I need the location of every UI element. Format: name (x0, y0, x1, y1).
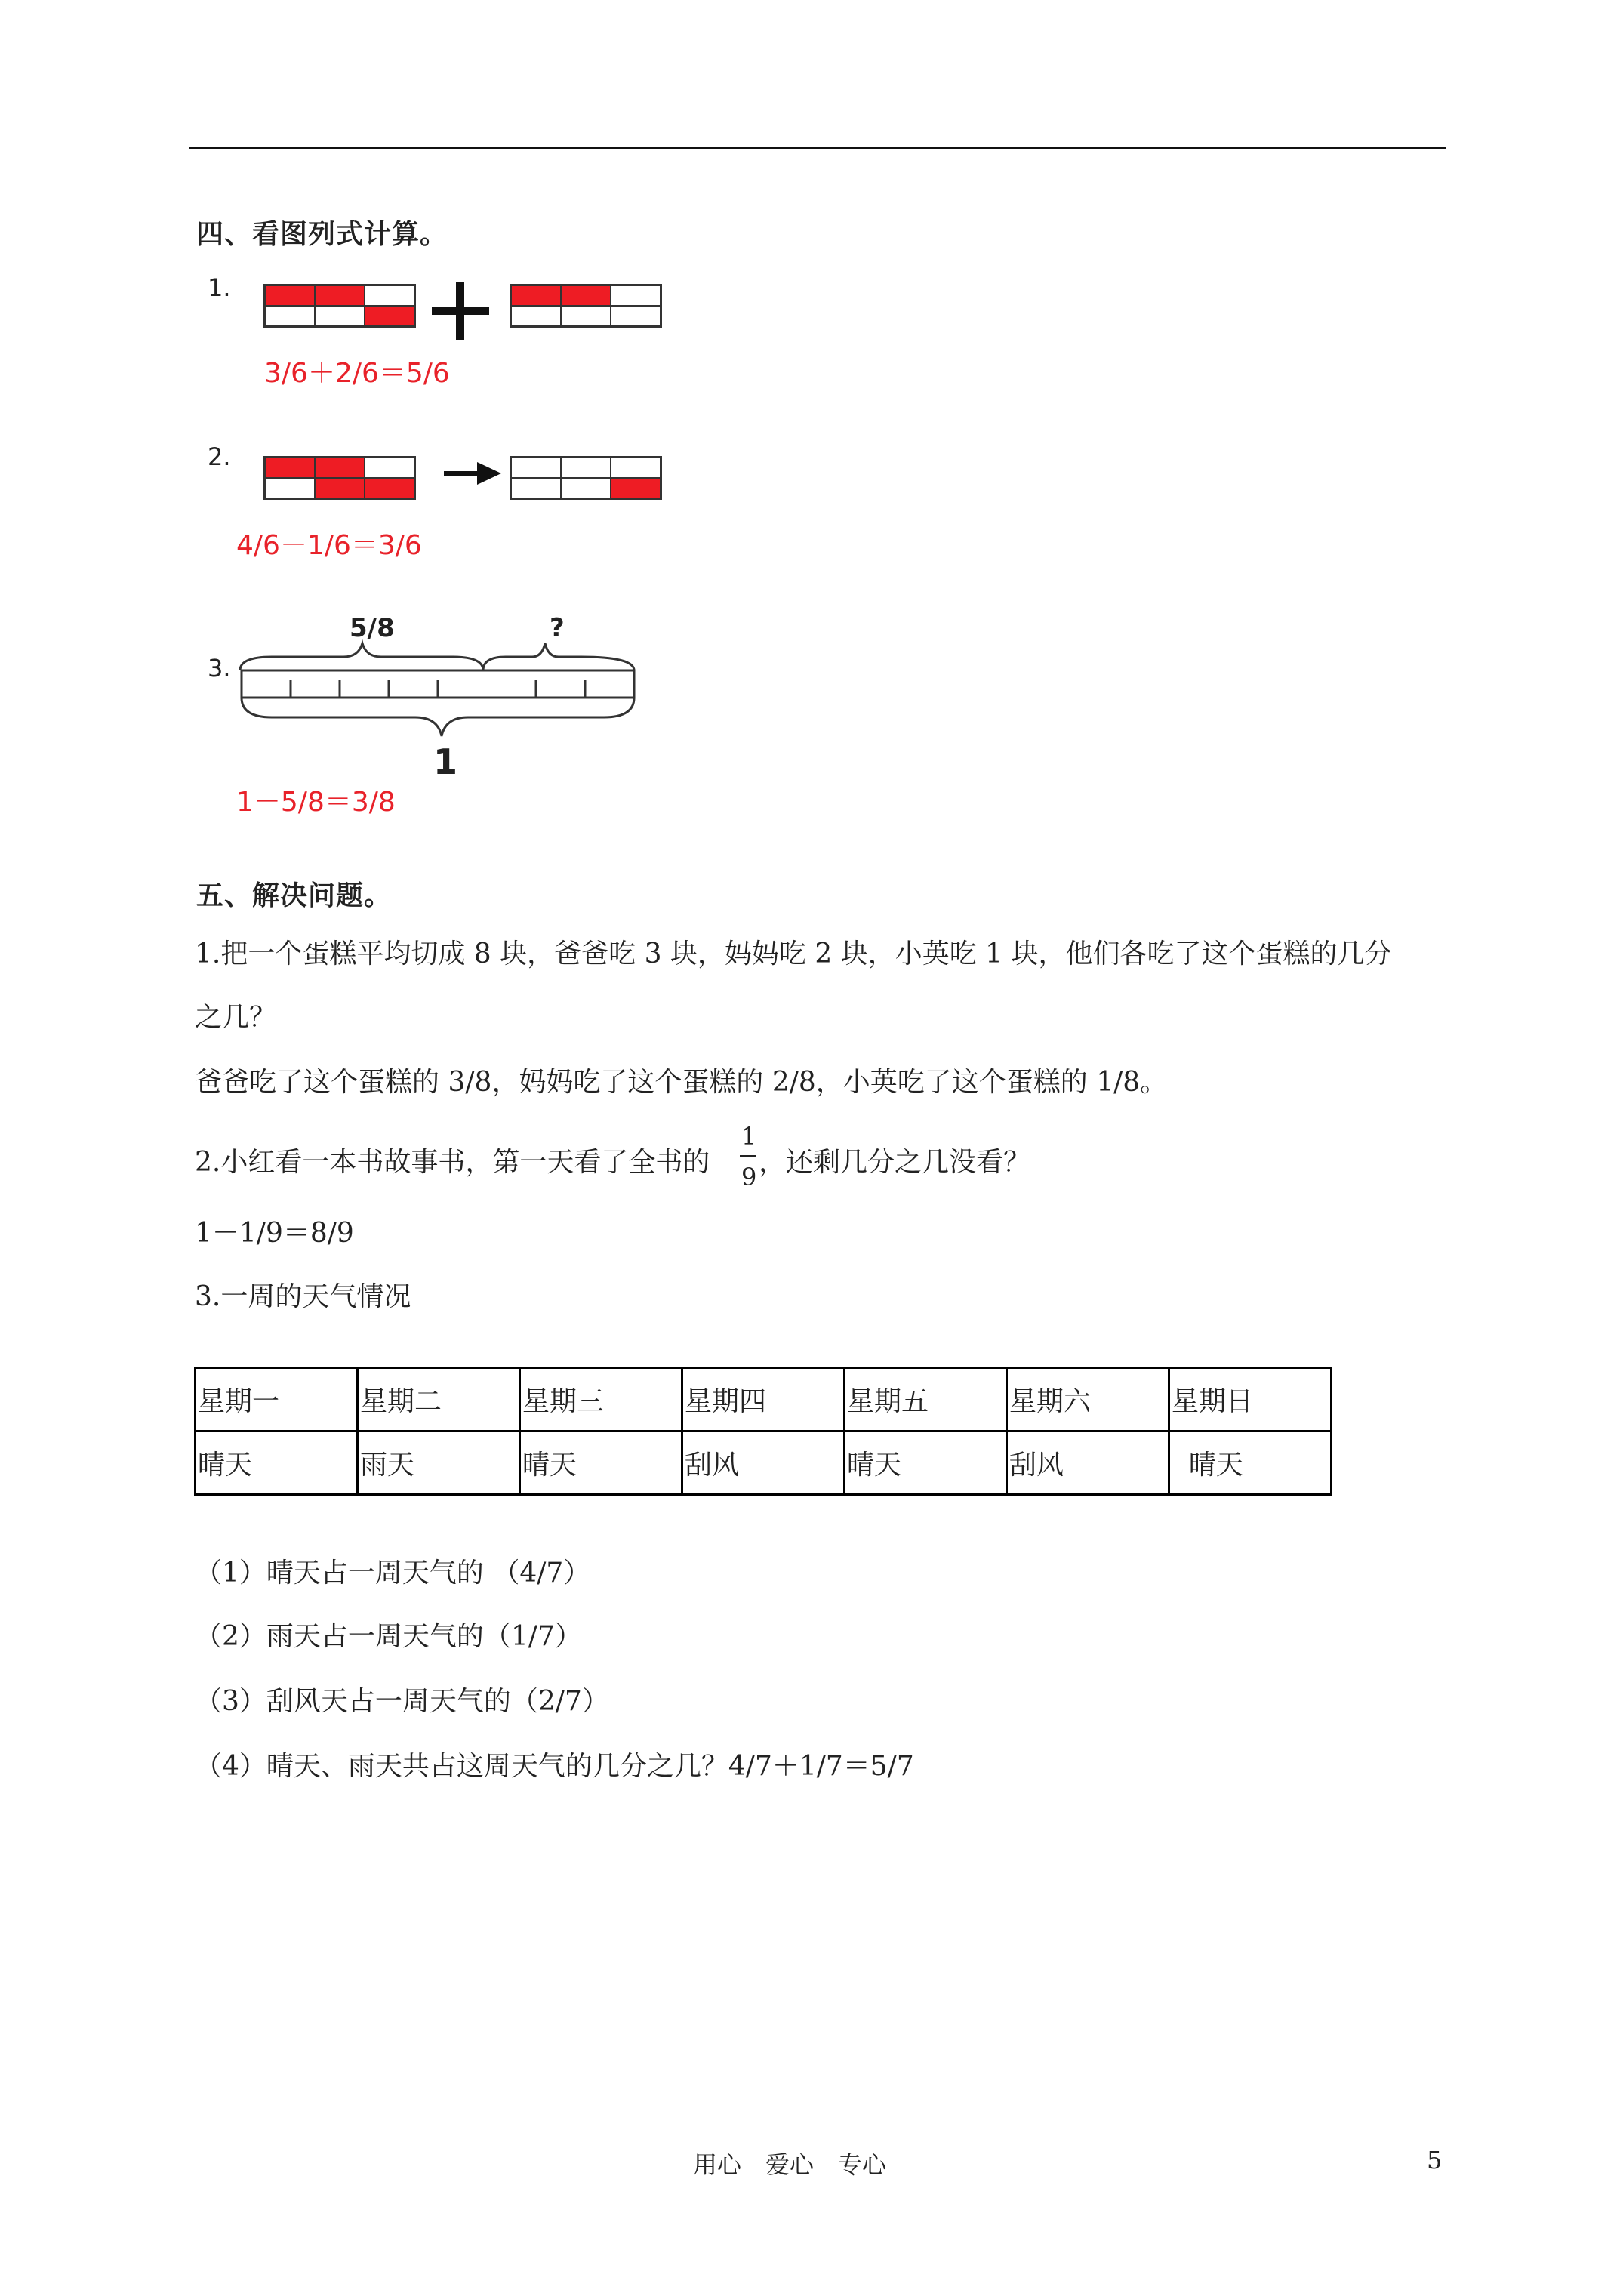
table-cell: 星期三 (520, 1368, 682, 1432)
footer-motto: 用心 爱心 专心 (693, 2150, 887, 2179)
fraction-bar-q1-right (510, 284, 662, 328)
q1-label: 1. (208, 273, 231, 302)
table-cell: 刮风 (1007, 1432, 1169, 1495)
problem-1-line-2: 之几？ (195, 1002, 277, 1033)
problem-3-title: 3.一周的天气情况 (195, 1281, 411, 1312)
empty-cell (611, 306, 661, 326)
table-cell: 星期四 (682, 1368, 845, 1432)
empty-cell (511, 458, 561, 478)
fraction-bar-q2-left (263, 456, 416, 500)
table-row (196, 1432, 1332, 1495)
filled-cell (265, 285, 315, 306)
answer-4: （4）晴天、雨天共占这周天气的几分之几？4/7＋1/7＝5/7 (195, 1751, 914, 1782)
filled-cell (611, 478, 661, 498)
q3-top-right-label: ? (550, 613, 565, 643)
table-cell: 晴天 (520, 1432, 682, 1495)
filled-cell (265, 458, 315, 478)
empty-cell (265, 306, 315, 326)
filled-cell (365, 478, 414, 498)
filled-cell (561, 285, 611, 306)
table-cell: 晴天 (196, 1432, 358, 1495)
q2-answer: 4/6－1/6＝3/6 (236, 530, 422, 561)
section-4-title: 四、看图列式计算。 (196, 218, 448, 250)
header-rule (189, 147, 1446, 149)
table-cell: 雨天 (358, 1432, 520, 1495)
q3-answer: 1－5/8＝3/8 (236, 787, 396, 818)
q1-answer: 3/6＋2/6＝5/6 (264, 358, 450, 389)
filled-cell (315, 478, 365, 498)
q2-label: 2. (208, 442, 231, 471)
table-cell: 晴天 (1169, 1432, 1332, 1495)
filled-cell (315, 458, 365, 478)
arrow-right-icon (444, 462, 501, 485)
table-cell: 星期日 (1169, 1368, 1332, 1432)
answer-2: （2）雨天占一周天气的（1/7） (195, 1621, 582, 1652)
weather-table (194, 1367, 1332, 1496)
problem-2-text-before: 2.小红看一本书故事书，第一天看了全书的 (195, 1147, 710, 1178)
table-cell: 星期五 (845, 1368, 1007, 1432)
filled-cell (315, 285, 365, 306)
empty-cell (511, 478, 561, 498)
problem-1-answer: 爸爸吃了这个蛋糕的 3/8，妈妈吃了这个蛋糕的 2/8，小英吃了这个蛋糕的 1/8。 (195, 1067, 1168, 1098)
answer-3: （3）刮风天占一周天气的（2/7） (195, 1686, 609, 1717)
empty-cell (265, 478, 315, 498)
q3-bottom-label: 1 (433, 741, 458, 782)
empty-cell (315, 306, 365, 326)
empty-cell (365, 458, 414, 478)
problem-2-answer: 1－1/9＝8/9 (195, 1218, 354, 1249)
empty-cell (561, 458, 611, 478)
fraction-bar-q2-right (510, 456, 662, 500)
table-cell: 刮风 (682, 1432, 845, 1495)
empty-cell (561, 478, 611, 498)
problem-2-text-after: ，还剩几分之几没看？ (759, 1147, 1031, 1178)
fraction-numerator: 1 (741, 1122, 757, 1151)
q3-label: 3. (208, 654, 231, 683)
table-cell: 星期一 (196, 1368, 358, 1432)
page-number: 5 (1427, 2146, 1443, 2174)
fraction-bar-q1-left (263, 284, 416, 328)
empty-cell (611, 458, 661, 478)
section-5-title: 五、解决问题。 (196, 880, 393, 911)
table-cell: 晴天 (845, 1432, 1007, 1495)
fraction-line (740, 1155, 756, 1157)
table-cell: 星期六 (1007, 1368, 1169, 1432)
empty-cell (611, 285, 661, 306)
answer-1: （1）晴天占一周天气的 （4/7） (195, 1558, 591, 1589)
q3-top-left-label: 5/8 (350, 613, 395, 643)
fraction-denominator: 9 (741, 1163, 757, 1191)
empty-cell (365, 285, 414, 306)
filled-cell (365, 306, 414, 326)
empty-cell (511, 306, 561, 326)
table-cell: 星期二 (358, 1368, 520, 1432)
empty-cell (561, 306, 611, 326)
problem-1-line-1: 1.把一个蛋糕平均切成 8 块，爸爸吃 3 块，妈妈吃 2 块，小英吃 1 块，他们各吃了这个蛋糕的几分 (195, 938, 1392, 969)
filled-cell (511, 285, 561, 306)
table-row (196, 1368, 1332, 1432)
plus-icon (432, 282, 489, 340)
